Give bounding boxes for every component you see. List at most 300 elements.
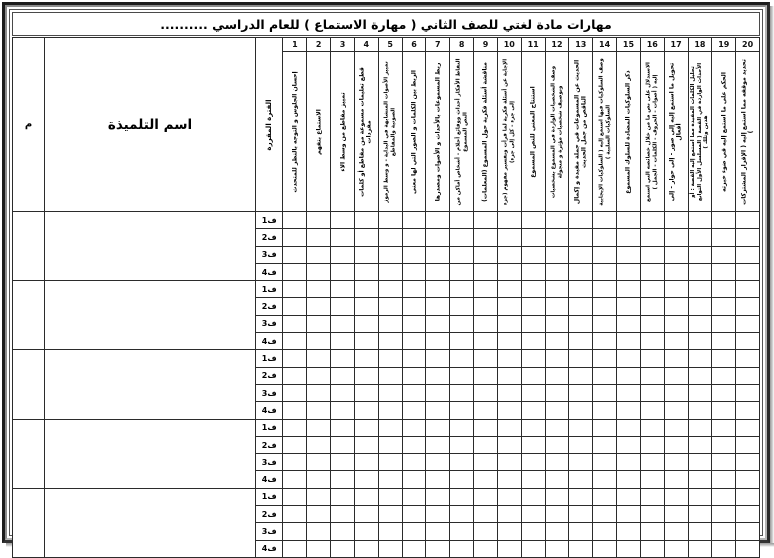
score-cell[interactable] xyxy=(712,402,736,419)
score-cell[interactable] xyxy=(521,436,545,453)
score-cell[interactable] xyxy=(354,454,378,471)
period-cell[interactable]: ف1 xyxy=(256,212,283,229)
score-cell[interactable] xyxy=(521,212,545,229)
score-cell[interactable] xyxy=(450,384,474,401)
period-cell[interactable]: ف3 xyxy=(256,246,283,263)
score-cell[interactable] xyxy=(474,315,498,332)
score-cell[interactable] xyxy=(617,229,641,246)
score-cell[interactable] xyxy=(712,229,736,246)
period-cell[interactable]: ف1 xyxy=(256,350,283,367)
score-cell[interactable] xyxy=(569,246,593,263)
score-cell[interactable] xyxy=(331,471,355,488)
score-cell[interactable] xyxy=(283,488,307,505)
score-cell[interactable] xyxy=(688,506,712,523)
score-cell[interactable] xyxy=(283,350,307,367)
score-cell[interactable] xyxy=(521,402,545,419)
score-cell[interactable] xyxy=(450,540,474,557)
score-cell[interactable] xyxy=(640,506,664,523)
score-cell[interactable] xyxy=(545,298,569,315)
score-cell[interactable] xyxy=(545,523,569,540)
score-cell[interactable] xyxy=(664,540,688,557)
period-cell[interactable]: ف2 xyxy=(256,436,283,453)
score-cell[interactable] xyxy=(521,506,545,523)
score-cell[interactable] xyxy=(474,229,498,246)
score-cell[interactable] xyxy=(354,402,378,419)
score-cell[interactable] xyxy=(521,471,545,488)
period-cell[interactable]: ف3 xyxy=(256,384,283,401)
score-cell[interactable] xyxy=(521,419,545,436)
score-cell[interactable] xyxy=(617,523,641,540)
score-cell[interactable] xyxy=(354,540,378,557)
score-cell[interactable] xyxy=(736,333,760,350)
score-cell[interactable] xyxy=(307,540,331,557)
score-cell[interactable] xyxy=(426,229,450,246)
score-cell[interactable] xyxy=(617,281,641,298)
score-cell[interactable] xyxy=(736,263,760,280)
score-cell[interactable] xyxy=(640,523,664,540)
period-cell[interactable]: ف4 xyxy=(256,333,283,350)
score-cell[interactable] xyxy=(569,488,593,505)
score-cell[interactable] xyxy=(712,436,736,453)
score-cell[interactable] xyxy=(664,263,688,280)
period-cell[interactable]: ف1 xyxy=(256,281,283,298)
score-cell[interactable] xyxy=(354,384,378,401)
period-cell[interactable]: ف3 xyxy=(256,523,283,540)
score-cell[interactable] xyxy=(688,298,712,315)
score-cell[interactable] xyxy=(640,488,664,505)
score-cell[interactable] xyxy=(688,523,712,540)
score-cell[interactable] xyxy=(569,436,593,453)
score-cell[interactable] xyxy=(426,212,450,229)
score-cell[interactable] xyxy=(593,298,617,315)
score-cell[interactable] xyxy=(426,523,450,540)
score-cell[interactable] xyxy=(283,298,307,315)
score-cell[interactable] xyxy=(617,454,641,471)
score-cell[interactable] xyxy=(426,471,450,488)
score-cell[interactable] xyxy=(712,488,736,505)
score-cell[interactable] xyxy=(474,488,498,505)
student-name-cell[interactable] xyxy=(44,419,255,488)
score-cell[interactable] xyxy=(664,384,688,401)
score-cell[interactable] xyxy=(402,436,426,453)
score-cell[interactable] xyxy=(283,471,307,488)
score-cell[interactable] xyxy=(617,384,641,401)
score-cell[interactable] xyxy=(640,212,664,229)
score-cell[interactable] xyxy=(617,506,641,523)
score-cell[interactable] xyxy=(331,281,355,298)
score-cell[interactable] xyxy=(402,488,426,505)
score-cell[interactable] xyxy=(474,298,498,315)
score-cell[interactable] xyxy=(664,350,688,367)
score-cell[interactable] xyxy=(474,402,498,419)
score-cell[interactable] xyxy=(426,315,450,332)
score-cell[interactable] xyxy=(617,540,641,557)
period-cell[interactable]: ف3 xyxy=(256,454,283,471)
score-cell[interactable] xyxy=(664,333,688,350)
score-cell[interactable] xyxy=(331,402,355,419)
score-cell[interactable] xyxy=(664,454,688,471)
period-cell[interactable]: ف1 xyxy=(256,419,283,436)
score-cell[interactable] xyxy=(640,419,664,436)
period-cell[interactable]: ف4 xyxy=(256,540,283,557)
score-cell[interactable] xyxy=(450,333,474,350)
score-cell[interactable] xyxy=(497,263,521,280)
score-cell[interactable] xyxy=(521,350,545,367)
score-cell[interactable] xyxy=(402,212,426,229)
score-cell[interactable] xyxy=(283,281,307,298)
period-cell[interactable]: ف2 xyxy=(256,506,283,523)
score-cell[interactable] xyxy=(450,488,474,505)
score-cell[interactable] xyxy=(688,229,712,246)
score-cell[interactable] xyxy=(283,384,307,401)
score-cell[interactable] xyxy=(331,315,355,332)
score-cell[interactable] xyxy=(307,212,331,229)
score-cell[interactable] xyxy=(307,246,331,263)
score-cell[interactable] xyxy=(736,454,760,471)
student-name-cell[interactable] xyxy=(44,212,255,281)
score-cell[interactable] xyxy=(664,402,688,419)
score-cell[interactable] xyxy=(402,402,426,419)
score-cell[interactable] xyxy=(331,506,355,523)
score-cell[interactable] xyxy=(426,402,450,419)
score-cell[interactable] xyxy=(736,281,760,298)
score-cell[interactable] xyxy=(593,350,617,367)
score-cell[interactable] xyxy=(736,488,760,505)
score-cell[interactable] xyxy=(474,419,498,436)
score-cell[interactable] xyxy=(474,540,498,557)
score-cell[interactable] xyxy=(450,315,474,332)
score-cell[interactable] xyxy=(617,350,641,367)
score-cell[interactable] xyxy=(545,263,569,280)
score-cell[interactable] xyxy=(474,523,498,540)
score-cell[interactable] xyxy=(640,384,664,401)
score-cell[interactable] xyxy=(450,402,474,419)
score-cell[interactable] xyxy=(664,436,688,453)
score-cell[interactable] xyxy=(521,281,545,298)
score-cell[interactable] xyxy=(426,263,450,280)
score-cell[interactable] xyxy=(569,506,593,523)
score-cell[interactable] xyxy=(664,471,688,488)
score-cell[interactable] xyxy=(426,488,450,505)
score-cell[interactable] xyxy=(593,333,617,350)
score-cell[interactable] xyxy=(569,419,593,436)
score-cell[interactable] xyxy=(688,350,712,367)
score-cell[interactable] xyxy=(283,419,307,436)
score-cell[interactable] xyxy=(640,471,664,488)
score-cell[interactable] xyxy=(617,367,641,384)
score-cell[interactable] xyxy=(331,540,355,557)
score-cell[interactable] xyxy=(354,229,378,246)
score-cell[interactable] xyxy=(640,315,664,332)
score-cell[interactable] xyxy=(569,402,593,419)
score-cell[interactable] xyxy=(617,246,641,263)
period-cell[interactable]: ف3 xyxy=(256,315,283,332)
score-cell[interactable] xyxy=(640,540,664,557)
score-cell[interactable] xyxy=(497,523,521,540)
score-cell[interactable] xyxy=(545,436,569,453)
score-cell[interactable] xyxy=(378,488,402,505)
score-cell[interactable] xyxy=(569,367,593,384)
score-cell[interactable] xyxy=(331,350,355,367)
score-cell[interactable] xyxy=(354,367,378,384)
score-cell[interactable] xyxy=(545,506,569,523)
score-cell[interactable] xyxy=(688,315,712,332)
score-cell[interactable] xyxy=(497,367,521,384)
score-cell[interactable] xyxy=(402,315,426,332)
score-cell[interactable] xyxy=(497,246,521,263)
score-cell[interactable] xyxy=(354,263,378,280)
score-cell[interactable] xyxy=(664,298,688,315)
score-cell[interactable] xyxy=(688,402,712,419)
score-cell[interactable] xyxy=(593,506,617,523)
score-cell[interactable] xyxy=(617,212,641,229)
score-cell[interactable] xyxy=(402,384,426,401)
score-cell[interactable] xyxy=(378,367,402,384)
score-cell[interactable] xyxy=(617,471,641,488)
score-cell[interactable] xyxy=(402,281,426,298)
score-cell[interactable] xyxy=(354,488,378,505)
score-cell[interactable] xyxy=(593,315,617,332)
score-cell[interactable] xyxy=(521,263,545,280)
score-cell[interactable] xyxy=(474,471,498,488)
score-cell[interactable] xyxy=(640,402,664,419)
score-cell[interactable] xyxy=(497,229,521,246)
score-cell[interactable] xyxy=(640,298,664,315)
score-cell[interactable] xyxy=(688,212,712,229)
score-cell[interactable] xyxy=(545,471,569,488)
score-cell[interactable] xyxy=(402,229,426,246)
score-cell[interactable] xyxy=(640,229,664,246)
score-cell[interactable] xyxy=(450,212,474,229)
score-cell[interactable] xyxy=(617,333,641,350)
score-cell[interactable] xyxy=(307,436,331,453)
score-cell[interactable] xyxy=(307,454,331,471)
score-cell[interactable] xyxy=(307,488,331,505)
score-cell[interactable] xyxy=(497,333,521,350)
score-cell[interactable] xyxy=(307,229,331,246)
student-name-cell[interactable] xyxy=(44,488,255,557)
score-cell[interactable] xyxy=(688,384,712,401)
score-cell[interactable] xyxy=(474,436,498,453)
score-cell[interactable] xyxy=(569,523,593,540)
score-cell[interactable] xyxy=(378,454,402,471)
score-cell[interactable] xyxy=(474,506,498,523)
score-cell[interactable] xyxy=(283,229,307,246)
score-cell[interactable] xyxy=(283,454,307,471)
score-cell[interactable] xyxy=(426,367,450,384)
score-cell[interactable] xyxy=(283,540,307,557)
score-cell[interactable] xyxy=(450,523,474,540)
score-cell[interactable] xyxy=(640,350,664,367)
score-cell[interactable] xyxy=(426,246,450,263)
score-cell[interactable] xyxy=(307,350,331,367)
score-cell[interactable] xyxy=(331,367,355,384)
score-cell[interactable] xyxy=(593,212,617,229)
score-cell[interactable] xyxy=(712,350,736,367)
score-cell[interactable] xyxy=(354,523,378,540)
score-cell[interactable] xyxy=(712,212,736,229)
score-cell[interactable] xyxy=(497,540,521,557)
score-cell[interactable] xyxy=(569,315,593,332)
score-cell[interactable] xyxy=(474,333,498,350)
score-cell[interactable] xyxy=(283,402,307,419)
score-cell[interactable] xyxy=(307,367,331,384)
score-cell[interactable] xyxy=(569,384,593,401)
table-row[interactable] xyxy=(13,488,760,505)
score-cell[interactable] xyxy=(712,246,736,263)
score-cell[interactable] xyxy=(497,281,521,298)
score-cell[interactable] xyxy=(378,402,402,419)
score-cell[interactable] xyxy=(378,298,402,315)
score-cell[interactable] xyxy=(736,298,760,315)
score-cell[interactable] xyxy=(593,454,617,471)
score-cell[interactable] xyxy=(497,402,521,419)
score-cell[interactable] xyxy=(617,488,641,505)
score-cell[interactable] xyxy=(545,333,569,350)
score-cell[interactable] xyxy=(569,333,593,350)
score-cell[interactable] xyxy=(688,281,712,298)
score-cell[interactable] xyxy=(402,263,426,280)
score-cell[interactable] xyxy=(640,263,664,280)
score-cell[interactable] xyxy=(736,402,760,419)
score-cell[interactable] xyxy=(426,454,450,471)
score-cell[interactable] xyxy=(712,471,736,488)
score-cell[interactable] xyxy=(617,298,641,315)
score-cell[interactable] xyxy=(378,436,402,453)
score-cell[interactable] xyxy=(688,488,712,505)
score-cell[interactable] xyxy=(307,281,331,298)
score-cell[interactable] xyxy=(712,454,736,471)
score-cell[interactable] xyxy=(664,419,688,436)
score-cell[interactable] xyxy=(450,367,474,384)
score-cell[interactable] xyxy=(497,350,521,367)
score-cell[interactable] xyxy=(736,229,760,246)
score-cell[interactable] xyxy=(569,540,593,557)
score-cell[interactable] xyxy=(283,523,307,540)
score-cell[interactable] xyxy=(569,212,593,229)
score-cell[interactable] xyxy=(569,281,593,298)
score-cell[interactable] xyxy=(736,384,760,401)
score-cell[interactable] xyxy=(378,315,402,332)
row-index-cell[interactable] xyxy=(13,212,45,281)
score-cell[interactable] xyxy=(617,419,641,436)
score-cell[interactable] xyxy=(402,454,426,471)
score-cell[interactable] xyxy=(354,298,378,315)
score-cell[interactable] xyxy=(593,229,617,246)
score-cell[interactable] xyxy=(736,419,760,436)
score-cell[interactable] xyxy=(521,384,545,401)
score-cell[interactable] xyxy=(354,350,378,367)
score-cell[interactable] xyxy=(426,298,450,315)
score-cell[interactable] xyxy=(664,506,688,523)
score-cell[interactable] xyxy=(545,540,569,557)
score-cell[interactable] xyxy=(712,281,736,298)
score-cell[interactable] xyxy=(331,419,355,436)
score-cell[interactable] xyxy=(497,315,521,332)
score-cell[interactable] xyxy=(402,298,426,315)
score-cell[interactable] xyxy=(354,246,378,263)
score-cell[interactable] xyxy=(664,367,688,384)
score-cell[interactable] xyxy=(331,263,355,280)
score-cell[interactable] xyxy=(474,263,498,280)
score-cell[interactable] xyxy=(474,384,498,401)
score-cell[interactable] xyxy=(450,246,474,263)
score-cell[interactable] xyxy=(521,454,545,471)
score-cell[interactable] xyxy=(283,506,307,523)
period-cell[interactable]: ف4 xyxy=(256,471,283,488)
score-cell[interactable] xyxy=(664,315,688,332)
table-row[interactable] xyxy=(13,281,760,298)
student-name-cell[interactable] xyxy=(44,350,255,419)
score-cell[interactable] xyxy=(712,367,736,384)
score-cell[interactable] xyxy=(497,384,521,401)
score-cell[interactable] xyxy=(354,333,378,350)
score-cell[interactable] xyxy=(593,384,617,401)
score-cell[interactable] xyxy=(688,454,712,471)
score-cell[interactable] xyxy=(521,315,545,332)
score-cell[interactable] xyxy=(593,471,617,488)
score-cell[interactable] xyxy=(569,263,593,280)
score-cell[interactable] xyxy=(450,419,474,436)
score-cell[interactable] xyxy=(640,367,664,384)
score-cell[interactable] xyxy=(569,298,593,315)
score-cell[interactable] xyxy=(426,419,450,436)
score-cell[interactable] xyxy=(283,315,307,332)
score-cell[interactable] xyxy=(378,350,402,367)
score-cell[interactable] xyxy=(545,419,569,436)
score-cell[interactable] xyxy=(593,246,617,263)
row-index-cell[interactable] xyxy=(13,419,45,488)
score-cell[interactable] xyxy=(354,419,378,436)
score-cell[interactable] xyxy=(450,350,474,367)
score-cell[interactable] xyxy=(688,540,712,557)
score-cell[interactable] xyxy=(688,246,712,263)
score-cell[interactable] xyxy=(474,454,498,471)
score-cell[interactable] xyxy=(617,315,641,332)
score-cell[interactable] xyxy=(402,471,426,488)
score-cell[interactable] xyxy=(593,523,617,540)
score-cell[interactable] xyxy=(521,333,545,350)
score-cell[interactable] xyxy=(664,229,688,246)
score-cell[interactable] xyxy=(283,333,307,350)
score-cell[interactable] xyxy=(593,281,617,298)
score-cell[interactable] xyxy=(497,436,521,453)
score-cell[interactable] xyxy=(593,367,617,384)
score-cell[interactable] xyxy=(307,298,331,315)
score-cell[interactable] xyxy=(497,506,521,523)
score-cell[interactable] xyxy=(569,454,593,471)
score-cell[interactable] xyxy=(426,436,450,453)
score-cell[interactable] xyxy=(664,523,688,540)
score-cell[interactable] xyxy=(450,436,474,453)
score-cell[interactable] xyxy=(378,229,402,246)
score-cell[interactable] xyxy=(688,471,712,488)
score-cell[interactable] xyxy=(402,506,426,523)
score-cell[interactable] xyxy=(688,263,712,280)
score-cell[interactable] xyxy=(331,454,355,471)
score-cell[interactable] xyxy=(354,471,378,488)
row-index-cell[interactable] xyxy=(13,350,45,419)
score-cell[interactable] xyxy=(331,488,355,505)
score-cell[interactable] xyxy=(307,471,331,488)
score-cell[interactable] xyxy=(331,436,355,453)
score-cell[interactable] xyxy=(569,471,593,488)
score-cell[interactable] xyxy=(497,298,521,315)
score-cell[interactable] xyxy=(474,367,498,384)
score-cell[interactable] xyxy=(426,350,450,367)
score-cell[interactable] xyxy=(331,523,355,540)
score-cell[interactable] xyxy=(712,333,736,350)
